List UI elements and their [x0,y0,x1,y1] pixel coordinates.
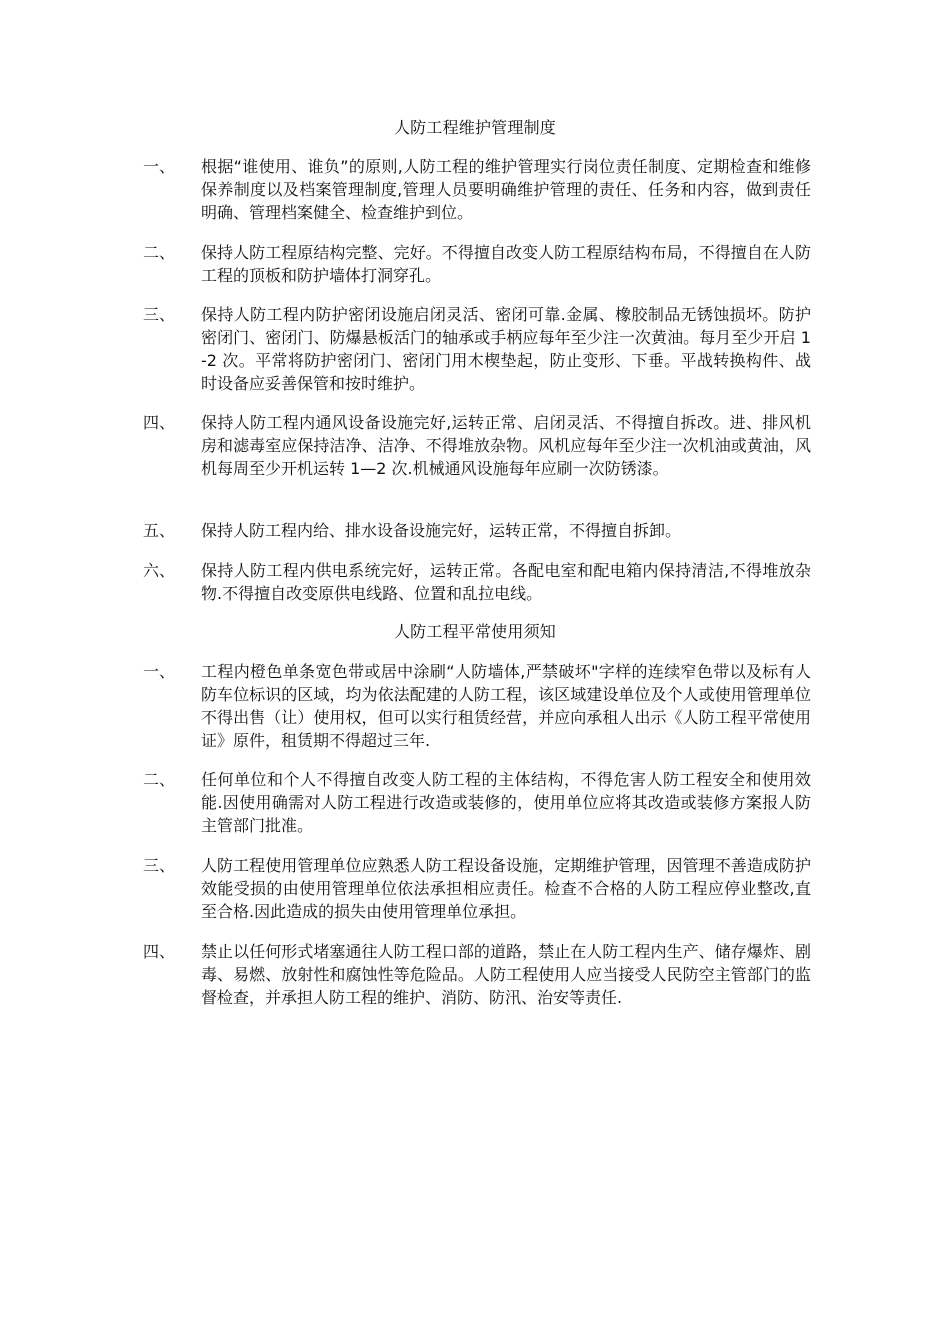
item-number: 一、 [143,662,176,681]
item-text: 保持人防工程原结构完整、完好。不得擅自改变人防工程原结构布局，不得擅自在人防工程的顶板和防护墙体打洞穿孔。 [201,243,811,285]
item-text: 保持人防工程内通风设备设施完好,运转正常、启闭灵活、不得擅自拆改。进、排风机房和滤毒室应保持洁净、洁净、不得堆放杂物。风机应每年至少注一次机油或黄油，风机每周至少开机运转 1—2 次.机械通风设施每年应刷一次防锈漆。 [201,413,811,478]
item-number: 二、 [143,770,176,789]
item-text: 禁止以任何形式堵塞通往人防工程口部的道路，禁止在人防工程内生产、储存爆炸、剧毒、易燃、放射性和腐蚀性等危险品。人防工程使用人应当接受人民防空主管部门的监督检查，并承担人防工程的维护、消防、防汛、治安等责任. [201,942,811,1007]
item-number: 四、 [143,413,176,432]
item-number: 一、 [143,157,176,176]
item-text: 工程内橙色单条宽色带或居中涂刷“人防墙体,严禁破坏"字样的连续窄色带以及标有人防车位标识的区域，均为依法配建的人防工程，该区域建设单位及个人或使用管理单位不得出售（让）使用权，但可以实行租赁经营，并应向承租人出示《人防工程平常使用证》原件，租赁期不得超过三年. [201,662,811,750]
item-text: 保持人防工程内给、排水设备设施完好，运转正常，不得擅自拆卸。 [201,521,682,540]
item-text: 保持人防工程内防护密闭设施启闭灵活、密闭可靠.金属、橡胶制品无锈蚀损坏。防护密闭门、密闭门、防爆悬板活门的轴承或手柄应每年至少注一次黄油。每月至少开启 1-2 次。平常将防护密闭门、密闭门用木楔垫起，防止变形、下垂。平战转换构件、战时设备应妥善保管和按时维护。 [201,305,811,393]
item-text: 根据“谁使用、谁负”的原则,人防工程的维护管理实行岗位责任制度、定期检查和维修保养制度以及档案管理制度,管理人员要明确维护管理的责任、任务和内容，做到责任明确、管理档案健全、检查维护到位。 [201,157,811,222]
item-text: 任何单位和个人不得擅自改变人防工程的主体结构，不得危害人防工程安全和使用效能.因使用确需对人防工程进行改造或装修的，使用单位应将其改造或装修方案报人防主管部门批准。 [201,770,811,835]
item-number: 二、 [143,243,176,262]
section-title-usage: 人防工程平常使用须知 [393,622,556,641]
item-number: 五、 [143,521,176,540]
item-text: 人防工程使用管理单位应熟悉人防工程设备设施，定期维护管理，因管理不善造成防护效能受损的由使用管理单位依法承担相应责任。检查不合格的人防工程应停业整改,直至合格.因此造成的损失由使用管理单位承担。 [201,856,811,921]
section-title-maintenance: 人防工程维护管理制度 [393,118,556,137]
item-text: 保持人防工程内供电系统完好，运转正常。各配电室和配电箱内保持清洁,不得堆放杂物.不得擅自改变原供电线路、位置和乱拉电线。 [201,561,811,603]
item-number: 六、 [143,561,176,580]
item-number: 三、 [143,856,176,875]
item-number: 三、 [143,305,176,324]
item-number: 四、 [143,942,176,961]
